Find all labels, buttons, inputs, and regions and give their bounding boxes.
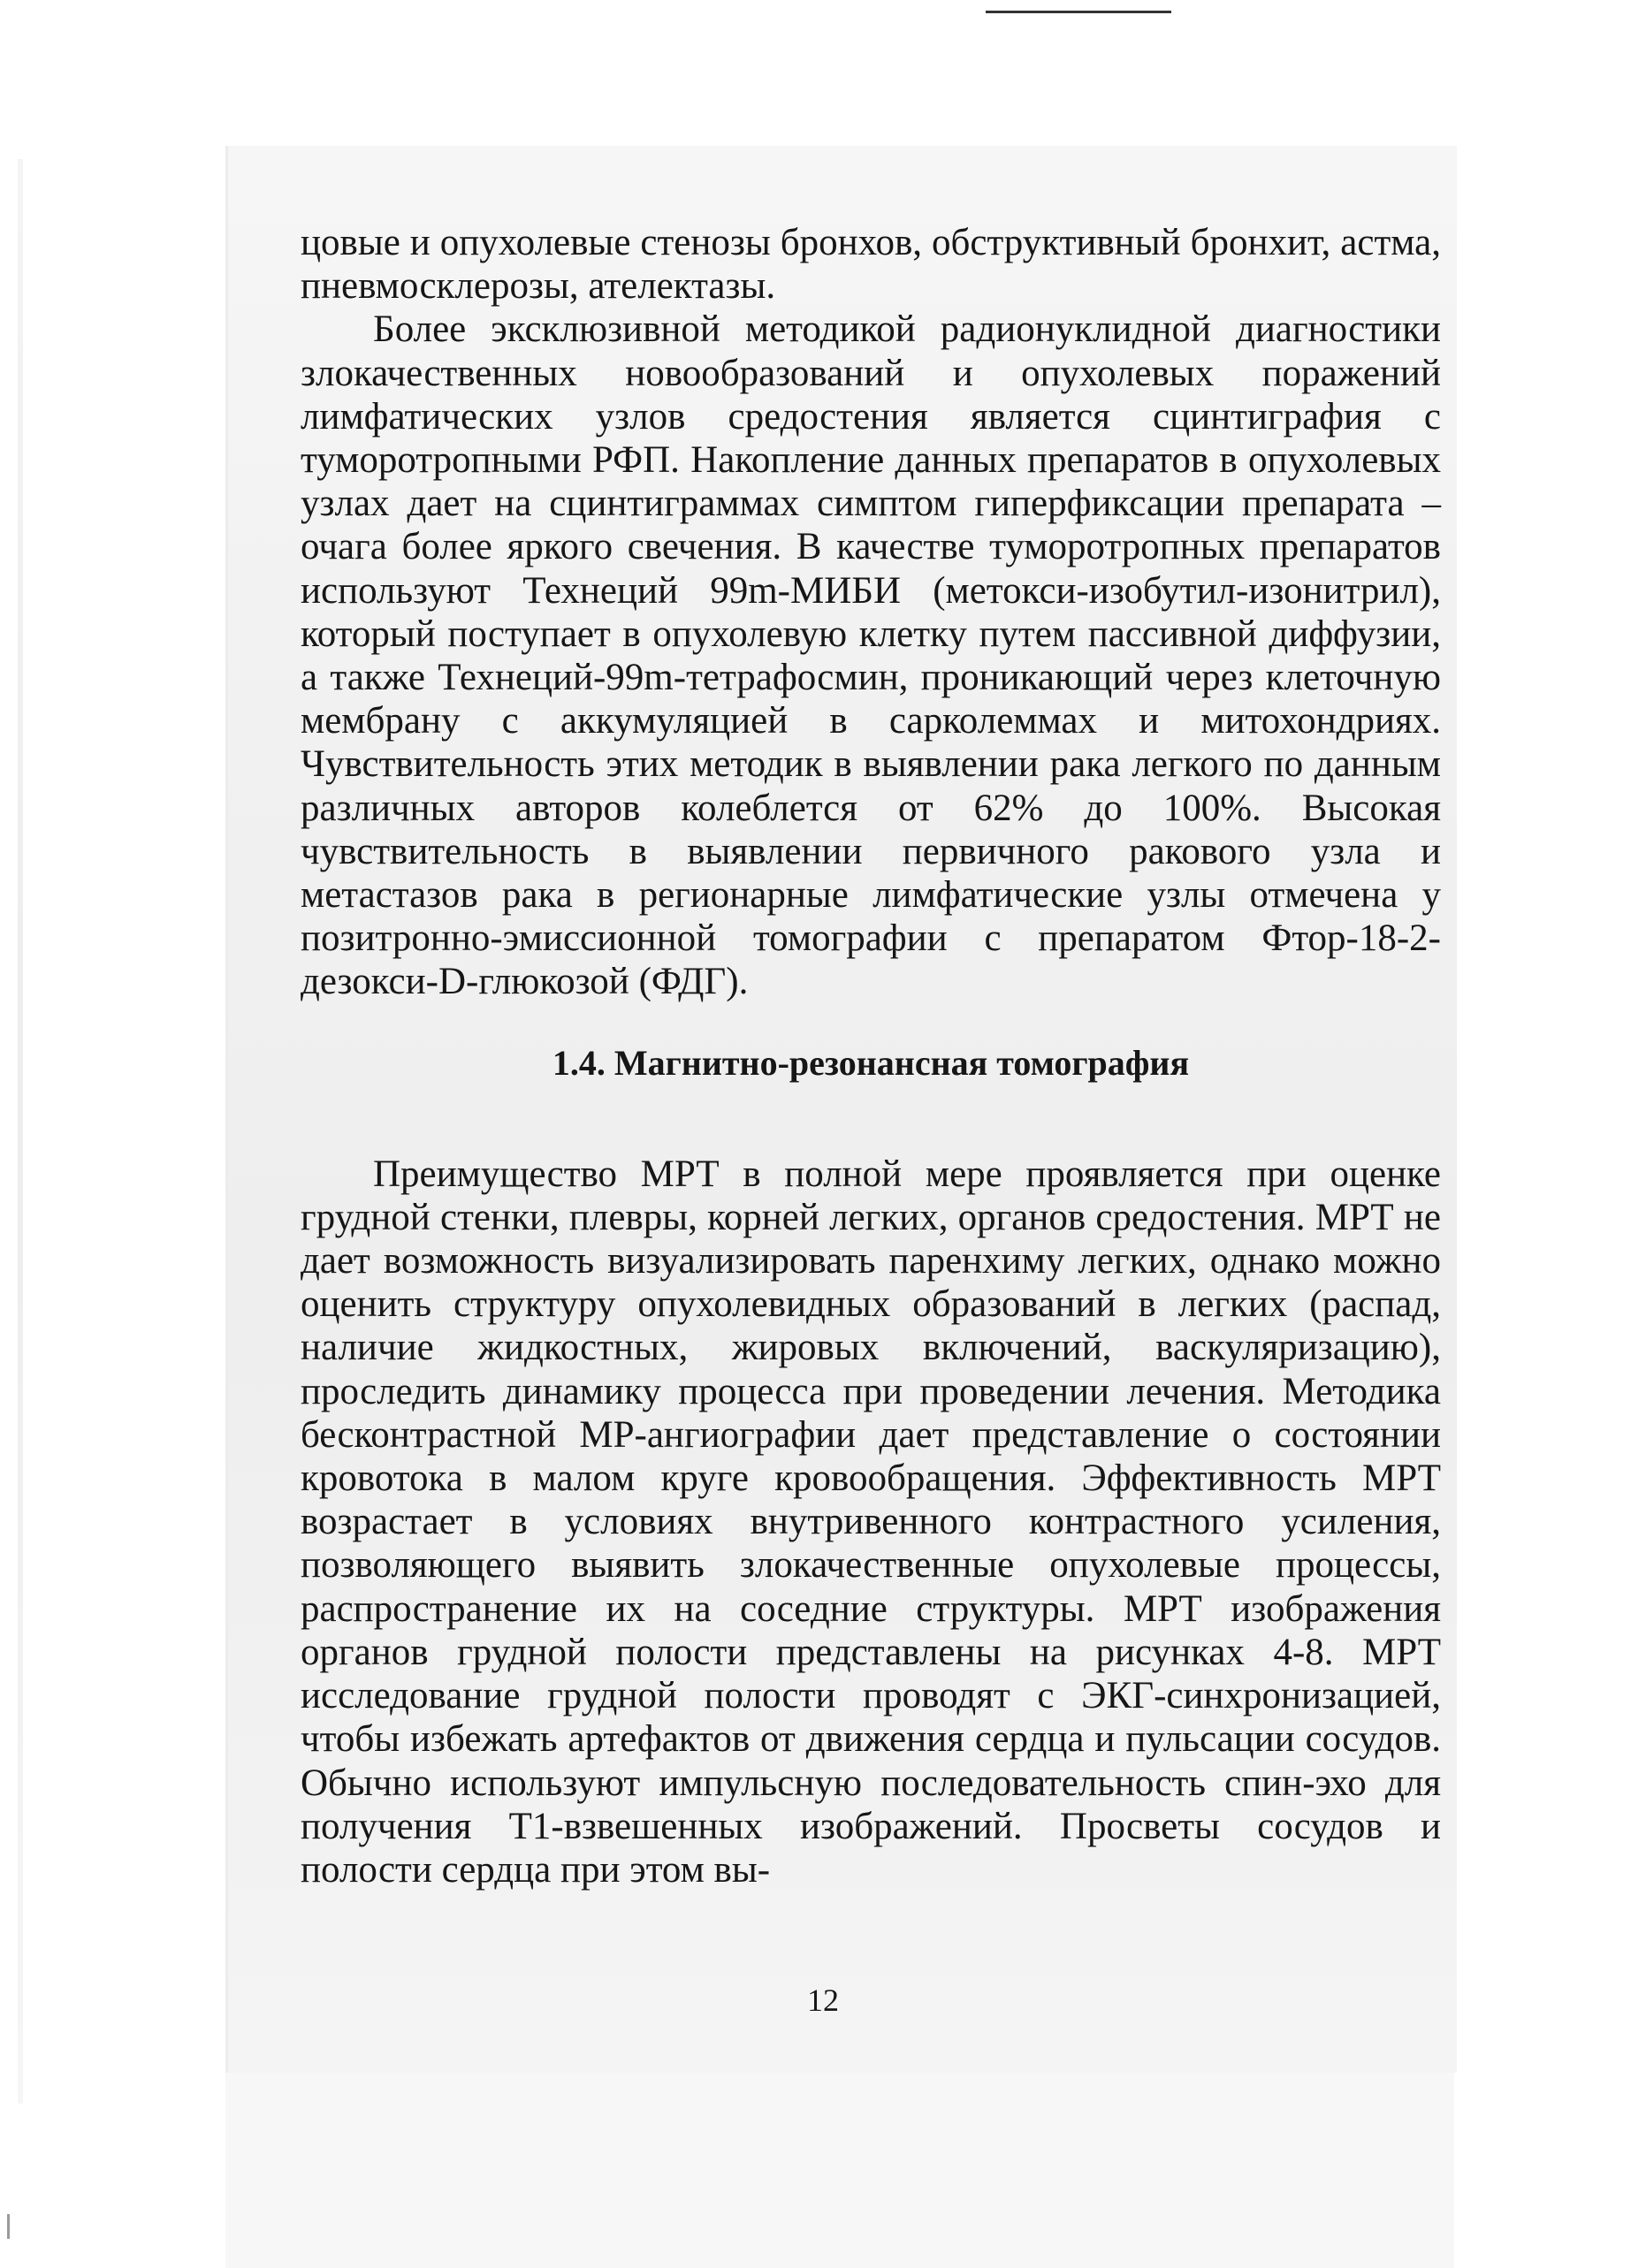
paragraph-continued: цовые и опухолевые стенозы бронхов, обструктивный бронхит, астма, пневмосклерозы, ателектазы. (301, 222, 1441, 308)
scan-edge-shadow (18, 159, 23, 2104)
page-body (301, 221, 1441, 1891)
section-heading: 1.4. Магнитно-резонансная томография (552, 1042, 1190, 1083)
paragraph-mri: Преимущество МРТ в полной мере проявляется при оценке грудной стенки, плевры, корней легких, органов средостения. МРТ не дает возможность визуализировать паренхиму легких, однако можно оценить структуру опухолевидных образований в легких (распад, наличие жидкостных, жировых включений, васкуляризацию), проследить динамику процесса при проведении лечения. Методика бесконтрастной МР-ангиографии дает представление о состоянии кровотока в малом круге кровообращения. Эффективность МРТ возрастает в условиях внутривенного контрастного усиления, позволяющего выявить злокачественные опухолевые процессы, распространение их на соседние структуры. МРТ изображения органов грудной полости представлены на рисунках 4-8. МРТ исследование грудной полости проводят с ЭКГ-синхронизацией, чтобы избежать артефактов от движения сердца и пульсации сосудов. Обычно используют импульсную последовательность спин-эхо для получения Т1-взвешенных изображений. Просветы сосудов и полости сердца при этом вы- (301, 1153, 1441, 1891)
page-number: 12 (807, 1983, 839, 2018)
scan-background-lower (225, 2073, 1454, 2268)
top-rule (986, 11, 1171, 13)
scan-speck (7, 2214, 10, 2239)
paragraph-scintigraphy: Более эксклюзивной методикой радионуклидной диагностики злокачественных новообразований и опухолевых поражений лимфатических узлов средостения является сцинтиграфия с туморотропными РФП. Накопление данных препаратов в опухолевых узлах дает на сцинтиграммах симптом гиперфиксации препарата – очага более яркого свечения. В качестве туморотропных препаратов используют Технеций 99m-МИБИ (метокси-изобутил-изонитрил), который поступает в опухолевую клетку путем пассивной диффузии, а также Технеций-99m-тетрафосмин, проникающий через клеточную мембрану с аккумуляцией в сарколеммах и митохондриях. Чувствительность этих методик в выявлении рака легкого по данным различных авторов колеблется от 62% до 100%. Высокая чувствительность в выявлении первичного ракового узла и метастазов рака в регионарные лимфатические узлы отмечена у позитронно-эмиссионной томографии с препаратом Фтор-18-2-дезокси-D-глюкозой (ФДГ). (301, 308, 1441, 1003)
